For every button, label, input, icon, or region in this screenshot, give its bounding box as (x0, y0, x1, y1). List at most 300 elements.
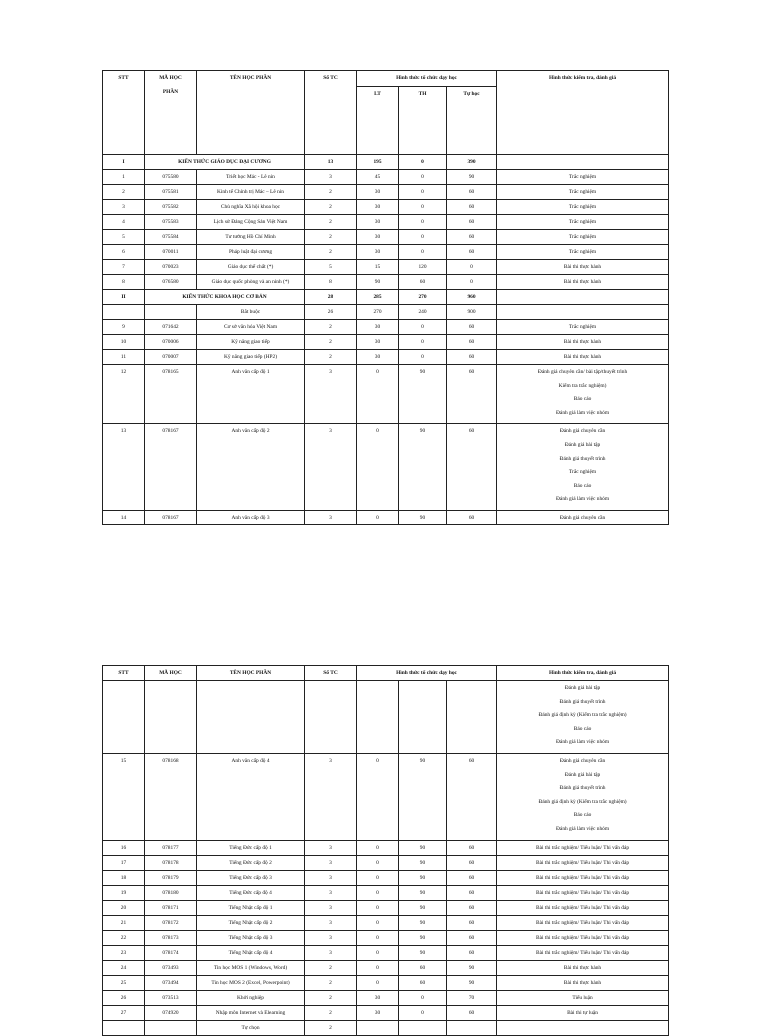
cell-stt: 8 (103, 275, 145, 290)
kt-line: Báo cáo (573, 725, 592, 732)
cell-th: 90 (399, 510, 447, 524)
cell-tc: 2 (305, 200, 357, 215)
cell-stt: 2 (103, 185, 145, 200)
cell-ma: 073494 (145, 975, 197, 990)
cell-th: 90 (399, 915, 447, 930)
cell-ten: Tiếng Nhật cấp độ 4 (197, 945, 305, 960)
cell-kt: Trắc nghiệm (497, 230, 669, 245)
table-row (103, 990, 669, 1005)
cell-tc: 2 (305, 1005, 357, 1020)
cell-ten: Pháp luật đại cương (197, 245, 305, 260)
section-lt: 195 (357, 155, 399, 170)
kt-line: Đánh giá làm việc nhóm (556, 496, 610, 503)
table-row (103, 200, 669, 215)
cell-lt: 45 (357, 170, 399, 185)
cell-ten: Tiếng Nhật cấp độ 1 (197, 900, 305, 915)
cell-tuhoc: 60 (447, 840, 497, 855)
cell-kt: Trắc nghiệm (497, 245, 669, 260)
subsection-lt: 270 (357, 305, 399, 320)
cell-kt: Bài thi thực hành (497, 260, 669, 275)
section-stt: II (103, 290, 145, 305)
cell-tuhoc: 90 (447, 960, 497, 975)
cell-kt: Trắc nghiệm (497, 200, 669, 215)
cell-th: 60 (399, 960, 447, 975)
cell-ma: 078174 (145, 945, 197, 960)
continuation-row (103, 681, 669, 754)
cell-kt: Trắc nghiệm (497, 185, 669, 200)
cell-tuhoc: 60 (447, 930, 497, 945)
cell-lt: 0 (357, 975, 399, 990)
kt-line: Đánh giá thuyết trình (559, 698, 606, 705)
kt-line: Kiểm tra trắc nghiệm) (558, 382, 607, 389)
cell-lt: 30 (357, 230, 399, 245)
cell-tc: 3 (305, 753, 357, 840)
table-row (103, 335, 669, 350)
cell-ten: Kỹ năng giao tiếp (HP2) (197, 350, 305, 365)
cell-ma: 078180 (145, 885, 197, 900)
cell-tc: 3 (305, 945, 357, 960)
cell-tc: 2 (305, 335, 357, 350)
kt-line: Báo cáo (573, 812, 592, 819)
table-row (103, 753, 669, 840)
section-row (103, 290, 669, 305)
cell-ten: Tiếng Đức cấp độ 3 (197, 870, 305, 885)
kt-line: Đánh giá chuyên cần/ bài tập/thuyết trình (537, 369, 628, 375)
cell-stt: 10 (103, 335, 145, 350)
cell-ma: 074920 (145, 1005, 197, 1020)
cell-th: 90 (399, 930, 447, 945)
table-row (103, 960, 669, 975)
cell-tuhoc: 60 (447, 510, 497, 524)
cell-kt: Tiểu luận (497, 990, 669, 1005)
cell-stt: 22 (103, 930, 145, 945)
cell-kt: Bài thi tự luận (497, 1005, 669, 1020)
cell-stt: 4 (103, 215, 145, 230)
kt-line: Đánh giá bài tập (564, 771, 601, 778)
cell-lt: 30 (357, 200, 399, 215)
header-stt: STT (103, 71, 145, 155)
cell-th: 0 (399, 990, 447, 1005)
cell-lt: 0 (357, 930, 399, 945)
cell-lt: 30 (357, 1005, 399, 1020)
cell-tuhoc: 60 (447, 885, 497, 900)
cell-kt: Bài thi trắc nghiệm/ Tiểu luận/ Thi vấn đáp (497, 915, 669, 930)
cell-kt: Bài thi trắc nghiệm/ Tiểu luận/ Thi vấn đáp (497, 855, 669, 870)
table-row (103, 260, 669, 275)
cell-ma: 078173 (145, 930, 197, 945)
cell-th: 90 (399, 424, 447, 511)
cell-th: 0 (399, 215, 447, 230)
cell-stt: 1 (103, 170, 145, 185)
table-row (103, 945, 669, 960)
header-row (103, 71, 669, 87)
header-kiem-tra: Hình thức kiểm tra, đánh giá (497, 666, 669, 681)
kt-line: Báo cáo (573, 396, 592, 403)
cell-tuhoc: 60 (447, 870, 497, 885)
cell-ma: 075580 (145, 170, 197, 185)
cell-th: 90 (399, 900, 447, 915)
kt-line: Đánh giá thuyết trình (559, 785, 606, 792)
cell-stt: 25 (103, 975, 145, 990)
table-row (103, 185, 669, 200)
cell-lt: 0 (357, 424, 399, 511)
cell-kt: Bài thi thực hành (497, 350, 669, 365)
table-row (103, 230, 669, 245)
cell-kt: Bài thi thực hành (497, 275, 669, 290)
table-row (103, 915, 669, 930)
kt-line: Đánh giá thuyết trình (559, 455, 606, 462)
section-name: KIẾN THỨC GIÁO DỤC ĐẠI CƯƠNG (145, 155, 305, 170)
cell-ma: 078168 (145, 753, 197, 840)
cell-tuhoc: 70 (447, 990, 497, 1005)
cell-ma: 073513 (145, 990, 197, 1005)
cell-lt: 30 (357, 215, 399, 230)
section-th: 0 (399, 155, 447, 170)
cell-ten: Tiếng Đức cấp độ 4 (197, 885, 305, 900)
cell-lt: 30 (357, 350, 399, 365)
cell-ten: Tin học MOS 2 (Excel, Powerpoint) (197, 975, 305, 990)
header-stt: STT (103, 666, 145, 681)
cell-ten: Lịch sử Đảng Cộng Sản Việt Nam (197, 215, 305, 230)
cell-kt (497, 681, 669, 754)
kt-line: Đánh giá bài tập (564, 685, 601, 691)
table-row (103, 855, 669, 870)
table-row (103, 320, 669, 335)
table-row (103, 1005, 669, 1020)
cell-tc: 3 (305, 365, 357, 424)
cell-stt: 5 (103, 230, 145, 245)
section-stt: I (103, 155, 145, 170)
cell-kt: Đánh giá chuyên cần (497, 510, 669, 524)
cell-tuhoc: 60 (447, 424, 497, 511)
cell-ten: Tiếng Nhật cấp độ 2 (197, 915, 305, 930)
table-row (103, 365, 669, 424)
cell-th: 90 (399, 945, 447, 960)
header-hinh-thuc-to-chuc: Hình thức tổ chức dạy học (357, 666, 497, 681)
cell-tuhoc: 60 (447, 900, 497, 915)
cell-ten: Anh văn cấp độ 1 (197, 365, 305, 424)
header-kiem-tra: Hình thức kiểm tra, đánh giá (497, 71, 669, 155)
cell-ten: Giáo dục quốc phòng và an ninh (*) (197, 275, 305, 290)
section-kt (497, 155, 669, 170)
section-tuhoc: 390 (447, 155, 497, 170)
cell-kt: Bài thi thực hành (497, 960, 669, 975)
subsection-row (103, 305, 669, 320)
subsection-tc: 26 (305, 305, 357, 320)
cell-th: 0 (399, 170, 447, 185)
header-row (103, 666, 669, 681)
cell-ten: Tiếng Đức cấp độ 2 (197, 855, 305, 870)
cell-stt: 18 (103, 870, 145, 885)
cell-kt: Trắc nghiệm (497, 215, 669, 230)
cell-lt: 15 (357, 260, 399, 275)
cell-th: 90 (399, 855, 447, 870)
table-row (103, 900, 669, 915)
cell-tc: 3 (305, 885, 357, 900)
cell-ma: 070023 (145, 260, 197, 275)
kt-line: Đánh giá bài tập (564, 441, 601, 448)
cell-tc: 2 (305, 230, 357, 245)
table-row (103, 215, 669, 230)
cell-lt: 30 (357, 320, 399, 335)
cell-tuhoc: 90 (447, 170, 497, 185)
cell-stt: 16 (103, 840, 145, 855)
cell-kt: Bài thi trắc nghiệm/ Tiểu luận/ Thi vấn đáp (497, 840, 669, 855)
cell-tuhoc: 0 (447, 275, 497, 290)
cell-lt: 30 (357, 245, 399, 260)
curriculum-table-page-2 (102, 665, 669, 1036)
cell-th: 0 (399, 185, 447, 200)
cell-ten: Anh văn cấp độ 3 (197, 510, 305, 524)
kt-line: Đánh giá định kỳ (Kiểm tra trắc nghiệm) (538, 712, 627, 719)
cell-lt: 0 (357, 945, 399, 960)
cell-tc: 8 (305, 275, 357, 290)
cell-stt: 3 (103, 200, 145, 215)
header-th: TH (399, 87, 447, 155)
header-so-tc: Số TC (305, 71, 357, 155)
cell-tuhoc: 60 (447, 215, 497, 230)
cell-tc: 2 (305, 350, 357, 365)
cell-ma: 075581 (145, 185, 197, 200)
table-row (103, 350, 669, 365)
section-row (103, 155, 669, 170)
cell-th: 0 (399, 245, 447, 260)
cell-tuhoc: 60 (447, 320, 497, 335)
cell-ma: 078171 (145, 900, 197, 915)
cell-lt: 90 (357, 275, 399, 290)
header-lt: LT (357, 87, 399, 155)
cell-tc: 3 (305, 840, 357, 855)
cell-th: 0 (399, 320, 447, 335)
cell-lt: 0 (357, 365, 399, 424)
cell-ten: Anh văn cấp độ 4 (197, 753, 305, 840)
cell-tc: 2 (305, 1020, 357, 1035)
cell-ten: Tiếng Đức cấp độ 1 (197, 840, 305, 855)
subsection-name: Bắt buộc (197, 305, 305, 320)
section-name: KIẾN THỨC KHOA HỌC CƠ BẢN (145, 290, 305, 305)
cell-stt: 9 (103, 320, 145, 335)
cell-ma: 078165 (145, 365, 197, 424)
cell-kt: Bài thi trắc nghiệm/ Tiểu luận/ Thi vấn đáp (497, 945, 669, 960)
table-row (103, 870, 669, 885)
cell-tc: 3 (305, 510, 357, 524)
cell-stt: 19 (103, 885, 145, 900)
section-kt (497, 290, 669, 305)
cell-ten: Tiếng Nhật cấp độ 3 (197, 930, 305, 945)
cell-tc: 3 (305, 870, 357, 885)
kt-line: Đánh giá làm việc nhóm (556, 739, 610, 746)
cell-ma: 070006 (145, 335, 197, 350)
cell-ten: Cơ sở văn hóa Việt Nam (197, 320, 305, 335)
cell-stt: 6 (103, 245, 145, 260)
cell-stt: 20 (103, 900, 145, 915)
table-row (103, 975, 669, 990)
header-hinh-thuc-to-chuc: Hình thức tổ chức dạy học (357, 71, 497, 87)
cell-ten: Triết học Mác - Lê nin (197, 170, 305, 185)
cell-ten: Khởi nghiệp (197, 990, 305, 1005)
cell-ten: Chủ nghĩa Xã hội khoa học (197, 200, 305, 215)
cell-tc: 3 (305, 915, 357, 930)
cell-tuhoc: 60 (447, 350, 497, 365)
table-row (103, 424, 669, 511)
cell-stt: 21 (103, 915, 145, 930)
cell-stt: 15 (103, 753, 145, 840)
section-lt: 285 (357, 290, 399, 305)
cell-ma: 078167 (145, 510, 197, 524)
cell-ma: 071642 (145, 320, 197, 335)
table-row (103, 510, 669, 524)
cell-tc: 3 (305, 424, 357, 511)
kt-line: Đánh giá chuyên cần (559, 428, 606, 435)
kt-line: Đánh giá định kỳ (Kiểm tra trắc nghiệm) (538, 798, 627, 805)
cell-tuhoc: 60 (447, 855, 497, 870)
cell-ten: Anh văn cấp độ 2 (197, 424, 305, 511)
header-ten-hoc-phan: TÊN HỌC PHẦN (197, 71, 305, 155)
cell-tc: 2 (305, 320, 357, 335)
table-row (103, 170, 669, 185)
cell-th: 0 (399, 1005, 447, 1020)
curriculum-table-page-1 (102, 70, 669, 525)
cell-ma: 078179 (145, 870, 197, 885)
cell-stt: 24 (103, 960, 145, 975)
cell-tc: 2 (305, 990, 357, 1005)
cell-tuhoc: 60 (447, 365, 497, 424)
cell-ma: 075583 (145, 215, 197, 230)
kt-line: Đánh giá làm việc nhóm (556, 409, 610, 416)
cell-tuhoc: 60 (447, 945, 497, 960)
table-row-partial (103, 1020, 669, 1035)
cell-tuhoc: 90 (447, 975, 497, 990)
table-row (103, 930, 669, 945)
cell-kt: Bài thi thực hành (497, 975, 669, 990)
cell-lt: 0 (357, 510, 399, 524)
cell-ma: 078172 (145, 915, 197, 930)
kt-line: Trắc nghiệm (568, 469, 597, 476)
cell-kt: Trắc nghiệm (497, 320, 669, 335)
cell-stt: 11 (103, 350, 145, 365)
cell-tc: 2 (305, 245, 357, 260)
cell-ma: 070007 (145, 350, 197, 365)
cell-tuhoc: 60 (447, 200, 497, 215)
cell-ma: 078178 (145, 855, 197, 870)
cell-tuhoc: 60 (447, 915, 497, 930)
cell-th: 90 (399, 365, 447, 424)
cell-th: 0 (399, 335, 447, 350)
header-ma-hoc-phan: MÃ HỌC PHẦN (145, 71, 197, 155)
table-row (103, 840, 669, 855)
cell-th: 0 (399, 230, 447, 245)
cell-lt: 0 (357, 840, 399, 855)
cell-tc: 2 (305, 185, 357, 200)
cell-ten: Kỹ năng giao tiếp (197, 335, 305, 350)
cell-tc: 5 (305, 260, 357, 275)
subsection-th: 240 (399, 305, 447, 320)
cell-ma: 078177 (145, 840, 197, 855)
cell-kt: Bài thi trắc nghiệm/ Tiểu luận/ Thi vấn đáp (497, 885, 669, 900)
cell-lt: 30 (357, 335, 399, 350)
cell-th: 60 (399, 975, 447, 990)
cell-tuhoc: 60 (447, 335, 497, 350)
cell-tc: 3 (305, 900, 357, 915)
kt-line: Đánh giá làm việc nhóm (556, 825, 610, 832)
cell-th: 90 (399, 753, 447, 840)
cell-tc: 2 (305, 975, 357, 990)
cell-lt: 30 (357, 990, 399, 1005)
cell-ten: Tư tưởng Hồ Chí Minh (197, 230, 305, 245)
cell-ten: Kinh tế Chính trị Mác – Lê nin (197, 185, 305, 200)
cell-tc: 3 (305, 930, 357, 945)
table-row (103, 275, 669, 290)
kt-line: Đánh giá chuyên cần (559, 757, 606, 764)
cell-lt: 0 (357, 960, 399, 975)
cell-th: 60 (399, 275, 447, 290)
cell-ma: 073493 (145, 960, 197, 975)
cell-lt: 0 (357, 753, 399, 840)
cell-stt: 12 (103, 365, 145, 424)
cell-tc: 3 (305, 855, 357, 870)
header-ten-hoc-phan: TÊN HỌC PHẦN (197, 666, 305, 681)
cell-kt: Bài thi trắc nghiệm/ Tiểu luận/ Thi vấn đáp (497, 930, 669, 945)
cell-lt: 0 (357, 870, 399, 885)
cell-tuhoc: 60 (447, 245, 497, 260)
cell-stt: 27 (103, 1005, 145, 1020)
cell-th: 0 (399, 350, 447, 365)
cell-ma: 075584 (145, 230, 197, 245)
cell-kt (497, 753, 669, 840)
cell-ma: 078167 (145, 424, 197, 511)
cell-lt: 0 (357, 855, 399, 870)
cell-stt: 14 (103, 510, 145, 524)
cell-kt (497, 424, 669, 511)
cell-tuhoc: 0 (447, 260, 497, 275)
cell-ma: 070011 (145, 245, 197, 260)
cell-kt: Bài thi trắc nghiệm/ Tiểu luận/ Thi vấn đáp (497, 900, 669, 915)
cell-kt: Trắc nghiệm (497, 170, 669, 185)
cell-tuhoc: 60 (447, 230, 497, 245)
cell-th: 120 (399, 260, 447, 275)
cell-stt: 26 (103, 990, 145, 1005)
cell-th: 0 (399, 200, 447, 215)
cell-lt: 0 (357, 900, 399, 915)
cell-tc: 2 (305, 215, 357, 230)
cell-tuhoc: 60 (447, 185, 497, 200)
section-tc: 28 (305, 290, 357, 305)
table-row (103, 245, 669, 260)
cell-kt (497, 365, 669, 424)
section-tuhoc: 960 (447, 290, 497, 305)
cell-kt: Bài thi trắc nghiệm/ Tiểu luận/ Thi vấn đáp (497, 870, 669, 885)
cell-kt: Bài thi thực hành (497, 335, 669, 350)
cell-stt: 7 (103, 260, 145, 275)
cell-ten: Tin học MOS 1 (Windows, Word) (197, 960, 305, 975)
subsection-tuhoc: 900 (447, 305, 497, 320)
header-so-tc: Số TC (305, 666, 357, 681)
cell-lt: 30 (357, 185, 399, 200)
cell-stt: 17 (103, 855, 145, 870)
cell-stt: 23 (103, 945, 145, 960)
cell-tuhoc: 60 (447, 1005, 497, 1020)
cell-th: 90 (399, 870, 447, 885)
cell-tuhoc: 60 (447, 753, 497, 840)
table-row (103, 885, 669, 900)
cell-th: 90 (399, 885, 447, 900)
section-tc: 13 (305, 155, 357, 170)
cell-th: 90 (399, 840, 447, 855)
cell-ten: Giáo dục thể chất (*) (197, 260, 305, 275)
cell-ten: Tự chọn (197, 1020, 305, 1035)
cell-ma: 076580 (145, 275, 197, 290)
cell-tc: 3 (305, 170, 357, 185)
